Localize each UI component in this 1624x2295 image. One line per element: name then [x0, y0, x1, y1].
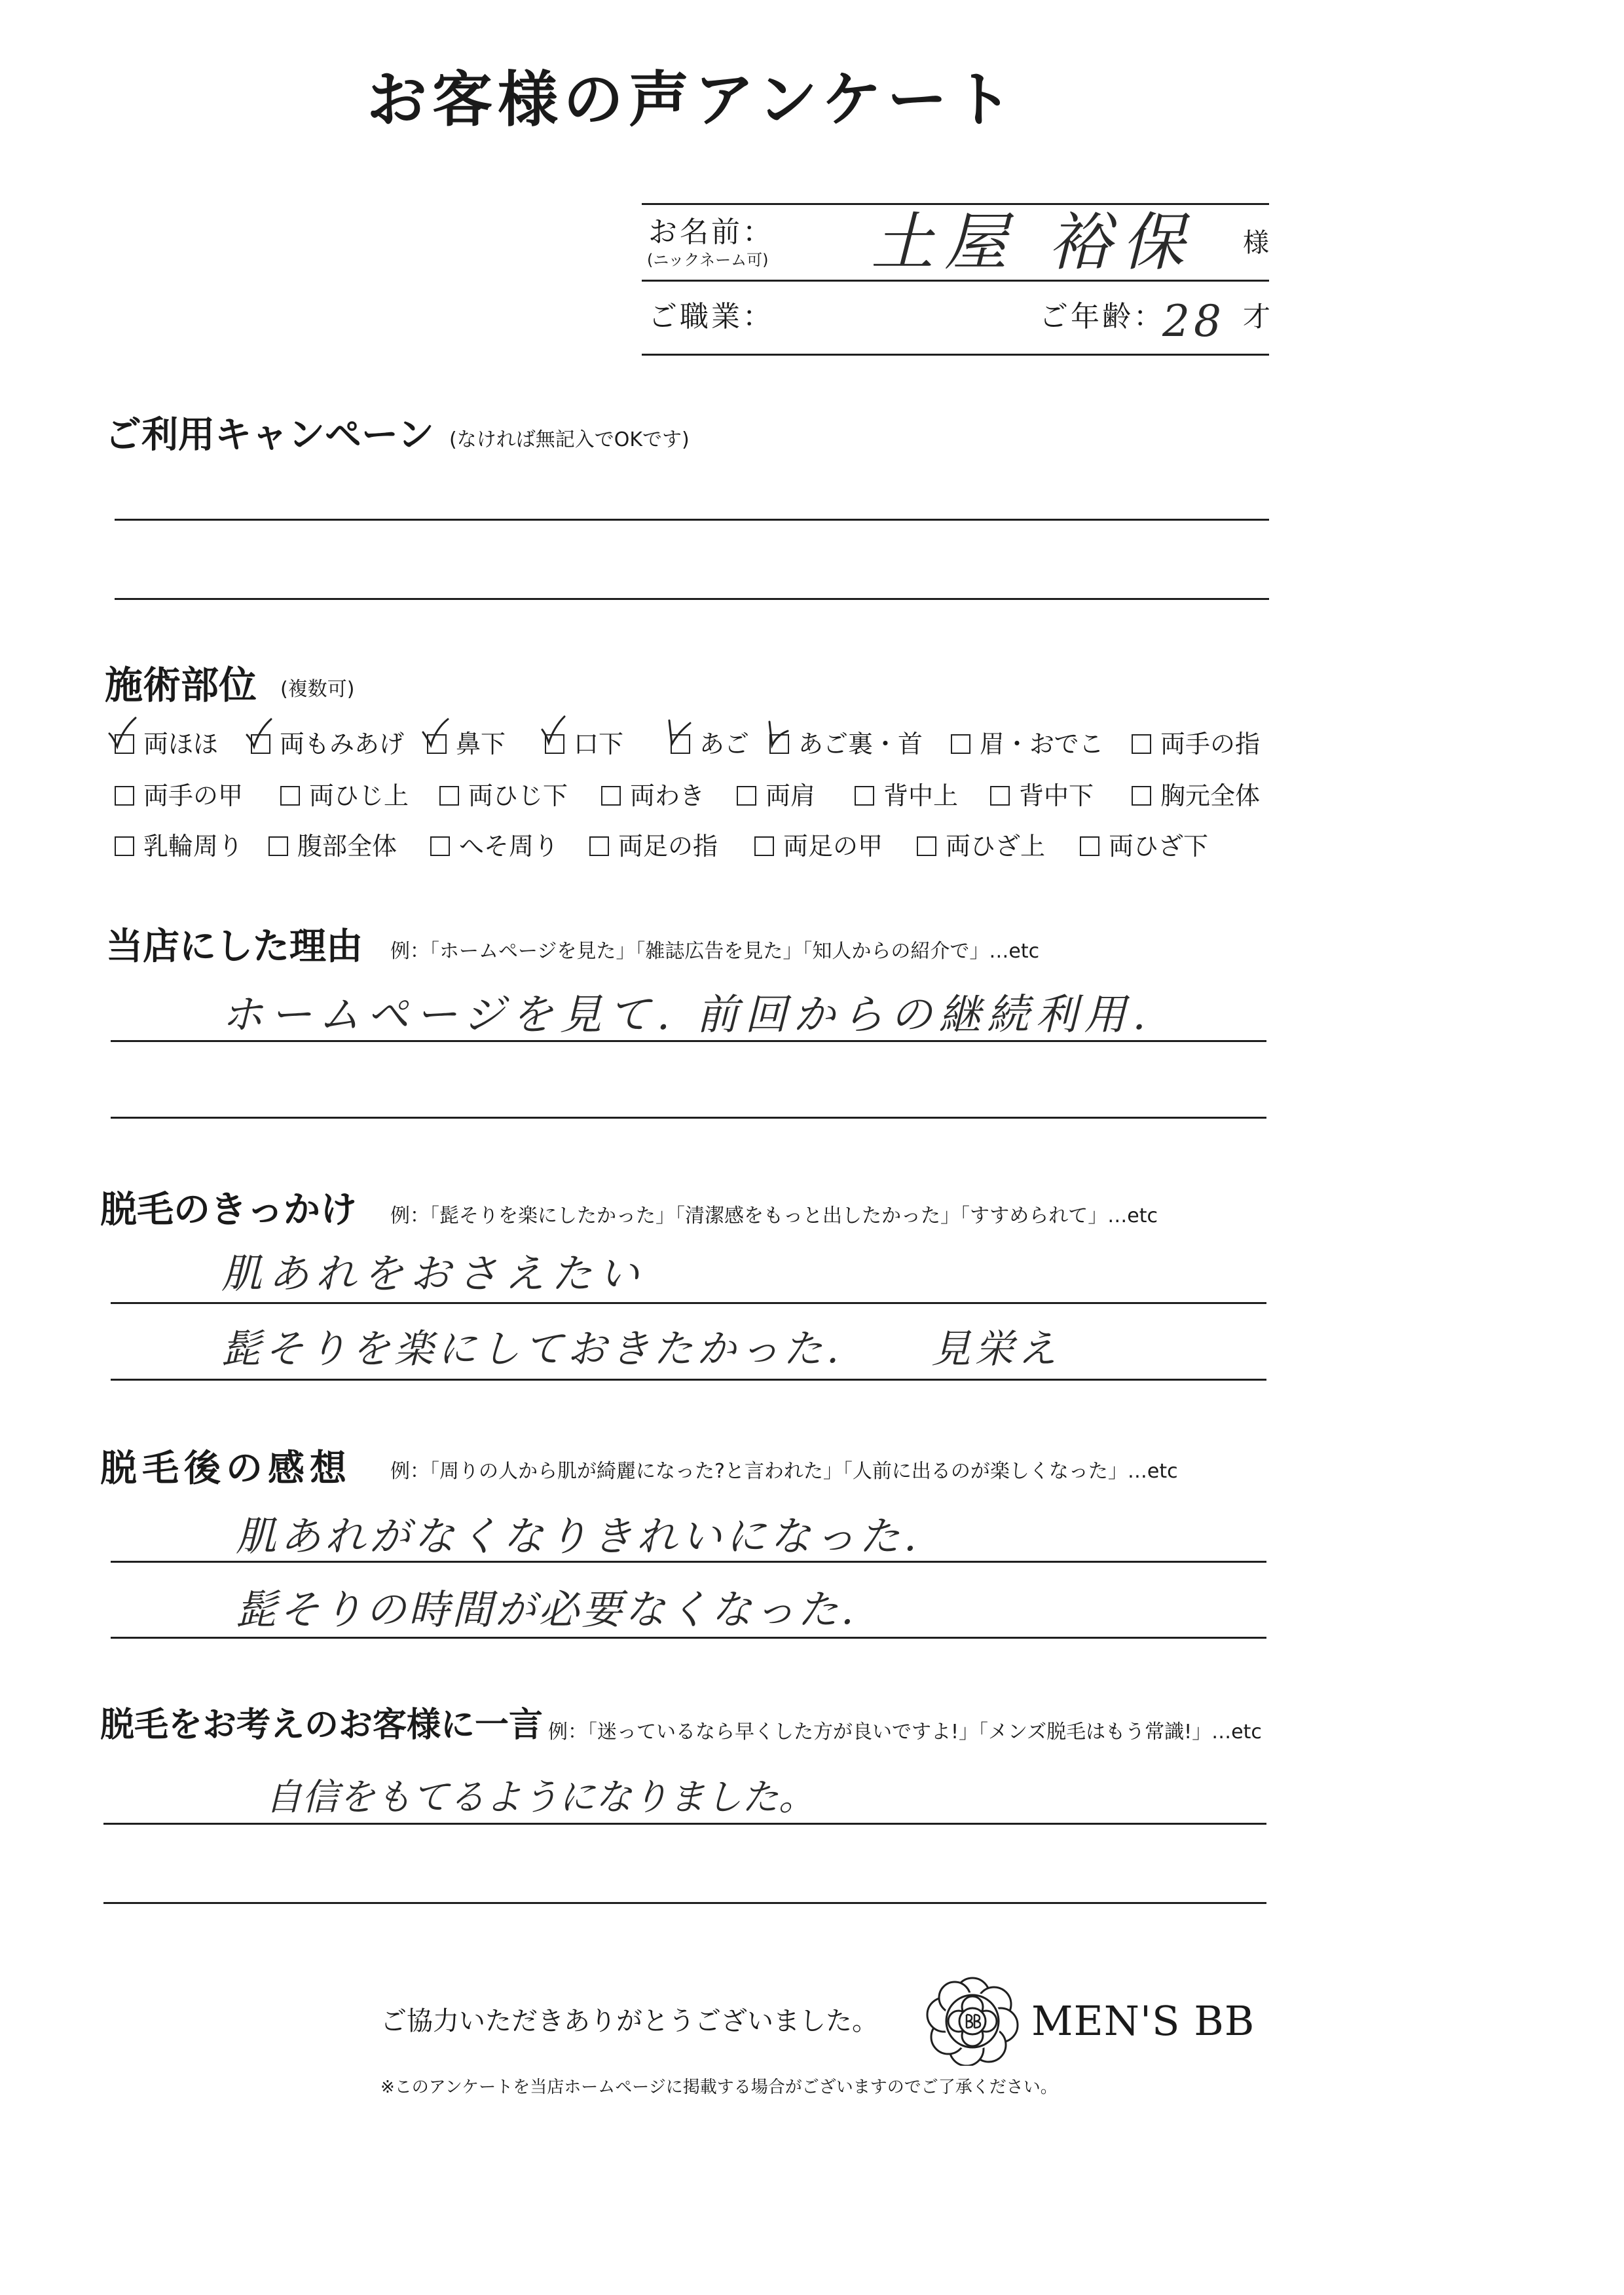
checkbox-square — [1080, 836, 1099, 856]
profile-top-rule — [642, 203, 1269, 205]
age-rule — [642, 354, 1269, 356]
page-title: お客様の声アンケート — [367, 65, 1018, 135]
age-value: 28 — [1162, 296, 1225, 346]
area-label: 口下 — [574, 730, 624, 758]
trigger-answer-2: 髭そりを楽にしておきたかった. 見栄え — [221, 1326, 1061, 1372]
check-mark-icon — [419, 715, 449, 751]
area-label: 乳輪周り — [143, 832, 244, 861]
area-label: 両手の指 — [1160, 730, 1261, 758]
trigger-example: 例：「髭そりを楽にしたかった」「清潔感をもっと出したかった」「すすめられて」…etc — [390, 1204, 1158, 1227]
checkbox-square — [737, 786, 756, 806]
campaign-answer-line-1 — [115, 519, 1269, 521]
area-eyebrows-forehead — [951, 728, 1121, 760]
reason-answer-line-1 — [111, 1040, 1266, 1042]
area-label: 両手の甲 — [143, 781, 244, 810]
checkbox-square — [115, 836, 134, 856]
message-answer-line-1 — [103, 1823, 1266, 1825]
trigger-answer-1: 肌あれをおさえたい — [221, 1250, 646, 1297]
area-back-of-hands — [115, 780, 285, 812]
impression-answer-line-1 — [111, 1561, 1266, 1563]
reason-example: 例：「ホームページを見た」「雑誌広告を見た」「知人からの紹介で」…etc — [390, 940, 1040, 963]
impression-answer-2: 髭そりの時間が必要なくなった. — [236, 1586, 857, 1633]
area-above-knees — [917, 830, 1087, 862]
campaign-note: (なければ無記入でOKです) — [449, 428, 690, 451]
areas-heading: 施術部位 — [105, 663, 257, 707]
message-answer-1: 自信をもてるようになりました。 — [265, 1776, 815, 1819]
check-mark-icon — [762, 715, 792, 751]
campaign-heading: ご利用キャンペーン — [105, 414, 434, 457]
area-label: 両わき — [630, 781, 705, 810]
area-label: 両肩 — [766, 781, 816, 810]
checkbox-square — [601, 786, 621, 806]
checkbox-square — [917, 836, 936, 856]
check-mark-icon — [107, 715, 137, 751]
checkbox-square — [1132, 734, 1151, 754]
checkbox-square — [268, 836, 288, 856]
area-label: 眉・おでこ — [980, 730, 1104, 758]
area-label: へそ周り — [459, 832, 559, 861]
area-upper-arms — [280, 780, 451, 812]
area-areola — [115, 830, 285, 862]
area-abdomen — [268, 830, 439, 862]
age-suffix: 才 — [1243, 301, 1271, 333]
trigger-heading: 脱毛のきっかけ — [100, 1189, 357, 1231]
brand-name: MEN'S BB — [1031, 1997, 1255, 2045]
checkbox-square — [990, 786, 1010, 806]
name-rule — [642, 280, 1269, 282]
area-label: 両足の指 — [618, 832, 718, 861]
publication-notice: ※このアンケートを当店ホームページに掲載する場合がございますのでご了承ください。 — [380, 2078, 1058, 2097]
area-label: 両足の甲 — [783, 832, 883, 861]
trigger-answer-line-2 — [111, 1379, 1266, 1381]
reason-heading: 当店にした理由 — [106, 925, 363, 968]
impression-answer-line-2 — [111, 1637, 1266, 1639]
check-mark-icon — [243, 715, 273, 751]
area-label: 両ほほ — [143, 730, 219, 758]
area-label: 腹部全体 — [297, 832, 397, 861]
area-label: 両ひじ上 — [309, 781, 409, 810]
campaign-answer-line-2 — [115, 598, 1269, 600]
checkbox-square — [855, 786, 874, 806]
area-label: 両ひざ上 — [946, 832, 1046, 861]
area-top-of-feet — [754, 830, 925, 862]
area-label: あご裏・首 — [798, 730, 923, 758]
name-suffix: 様 — [1243, 228, 1269, 258]
area-fingers — [1132, 728, 1302, 760]
areas-note: (複数可) — [280, 678, 355, 701]
reason-answer-line-2 — [111, 1117, 1266, 1119]
impression-example: 例：「周りの人から肌が綺麗になった?と言われた」「人前に出るのが楽しくなった」…etc — [390, 1460, 1178, 1483]
area-sideburns — [251, 728, 421, 760]
area-label: 鼻下 — [456, 730, 506, 758]
message-example: 例：「迷っているなら早くした方が良いですよ!」「メンズ脱毛はもう常識!」…etc — [548, 1721, 1262, 1744]
checkbox-square — [951, 734, 970, 754]
checkbox-square — [280, 786, 300, 806]
checkbox-square — [115, 786, 134, 806]
area-label: 両ひじ下 — [468, 781, 568, 810]
checkbox-square — [1132, 786, 1151, 806]
area-label: 背中下 — [1019, 781, 1094, 810]
area-label: 両もみあげ — [280, 730, 405, 758]
checkbox-square — [589, 836, 609, 856]
trigger-answer-line-1 — [111, 1302, 1266, 1304]
reason-answer-1: ホームページを見て. 前回からの継続利用. — [221, 991, 1153, 1039]
area-label: 胸元全体 — [1160, 781, 1261, 810]
checkbox-square — [439, 786, 459, 806]
area-label: 背中上 — [883, 781, 959, 810]
brand-logo-icon — [923, 1977, 1022, 2066]
check-mark-icon — [663, 715, 693, 751]
age-label: ご年齢： — [1039, 300, 1165, 333]
checkbox-square — [754, 836, 774, 856]
area-label: あご — [699, 730, 750, 758]
check-mark-icon — [537, 715, 567, 751]
impression-heading: 脱毛後の感想 — [100, 1447, 352, 1490]
area-below-knees — [1080, 830, 1250, 862]
name-note: (ニックネーム可) — [647, 251, 769, 269]
area-forearms — [439, 780, 610, 812]
area-label: 両ひざ下 — [1109, 832, 1209, 861]
area-under-chin-neck — [769, 728, 940, 760]
checkbox-square — [430, 836, 450, 856]
area-navel — [430, 830, 600, 862]
thanks-message: ご協力いただきありがとうございました。 — [380, 2006, 878, 2036]
message-heading: 脱毛をお考えのお客様に一言 — [100, 1706, 544, 1745]
name-value: 土屋 裕保 — [871, 206, 1195, 279]
name-label: お名前： — [648, 215, 774, 249]
job-label: ご職業： — [648, 300, 774, 333]
area-chest — [1132, 780, 1302, 812]
area-toes — [589, 830, 760, 862]
impression-answer-1: 肌あれがなくなりきれいになった. — [236, 1512, 921, 1560]
message-answer-line-2 — [103, 1902, 1266, 1904]
